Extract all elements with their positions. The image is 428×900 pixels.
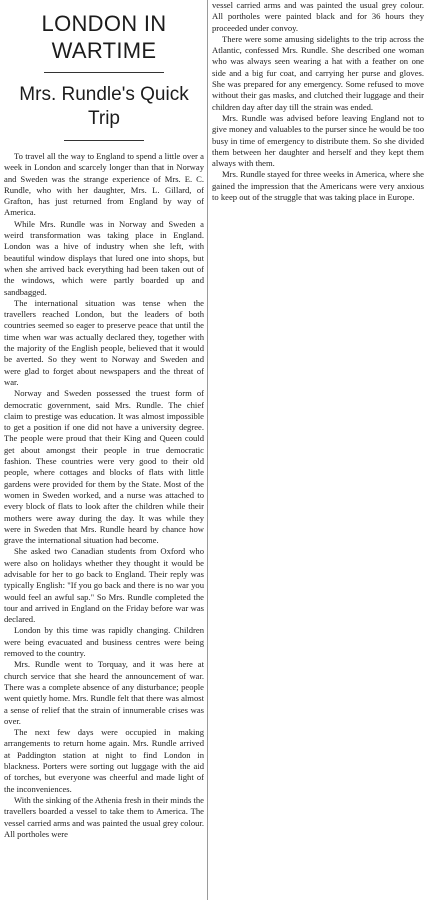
paragraph: London by this time was rapidly changing. Children were being evacuated and business centres were being removed to the country. <box>4 625 204 659</box>
paragraph: There were some amusing sidelights to the trip across the Atlantic, confessed Mrs. Rundle. She described one woman who was always seen wearing a hat with a feather on one side and a big fur coat, and carrying her purse and gloves. She was prepared for any emergency. Some refused to move without their gas masks, and clutched their luggage and their children day after day till the strain was ended. <box>212 33 424 112</box>
paragraph: To travel all the way to England to spend a little over a week in London and scarcely longer than that in Norway and Sweden was the strange experience of Mrs. E. C. Rundle, who with her daughter, Mrs. L. Gillard, of Grafton, has just returned from England by way of America. <box>4 151 204 218</box>
paragraph: The international situation was tense when the travellers reached London, but the leaders of both countries seemed so eager to preserve peace that until the time when war was actually declared they, together with the majority of the English people, believed that it would be averted. So they went to Norway and Sweden and were glad to forget about newspapers and the threat of war. <box>4 297 204 387</box>
paragraph: vessel carried arms and was painted the usual grey colour. All portholes were painted black and for 36 hours they proceeded under convoy. <box>212 0 424 33</box>
headline-line-1: LONDON IN <box>41 11 167 36</box>
headline-line-2: WARTIME <box>51 38 157 63</box>
headline-rule <box>44 72 164 73</box>
subheading: Mrs. Rundle's Quick Trip <box>19 84 189 129</box>
subheading-rule <box>64 140 144 141</box>
paragraph: While Mrs. Rundle was in Norway and Sweden a weird transformation was taking place in England. London was a hive of industry when she left, with beautiful window displays that lured one into shops, but when she arrived back everything had been taken out of the windows, which were partly boarded up and sandbagged. <box>4 218 204 297</box>
headline <box>4 10 204 64</box>
paragraph: She asked two Canadian students from Oxford who were also on holidays whether they thought it would be advisable for her to go back to England. Their reply was typically English: "If you go back and there is no war you would feel an awful sap." So Mrs. Rundle completed the tour and arrived in England on the Friday before war was declared. <box>4 546 204 625</box>
paragraph: The next few days were occupied in making arrangements to return home again. Mrs. Rundle arrived at Paddington station at night to find London in blackness. Porters were sorting out luggage with the aid of torches, but everyone was cheerful and made light of the inconveniences. <box>4 727 204 794</box>
right-column <box>212 0 424 248</box>
left-column <box>4 0 204 900</box>
paragraph: With the sinking of the Athenia fresh in their minds the travellers boarded a vessel to take them to America. The vessel carried arms and was painted the usual grey colour. All portholes were <box>4 794 204 839</box>
paragraph: Norway and Sweden possessed the truest form of democratic government, said Mrs. Rundle. The chief claim to prestige was education. It was almost impossible to get a position if one did not have a university degree. The people were proud that their King and Queen could get about amongst their people in true democratic fashion. These countries were very good to their old people, where cottages and blocks of flats with little gardens were provided for them by the State. Most of the women in Sweden worked, and a nurse was attached to every block of flats to look after the children while their mothers were away during the day. It was while they were in Sweden that Mrs. Rundle heard by chance how grave the international situation had become. <box>4 388 204 546</box>
paragraph: Mrs. Rundle stayed for three weeks in America, where she gained the impression that the Americans were very anxious to keep out of the struggle that was taking place in Europe. <box>212 169 424 203</box>
column-divider <box>207 0 208 900</box>
paragraph: Mrs. Rundle was advised before leaving England not to give money and valuables to the purser since he would be too busy in time of emergency to distribute them. So she divided them between her daughter and herself and they kept them always with them. <box>212 112 424 169</box>
paragraph: Mrs. Rundle went to Torquay, and it was here at church service that she heard the announcement of war. There was a complete absence of any disturbance; people went quietly home. Mrs. Rundle felt that there was almost a sense of relief that the strain of innumerable crises was over. <box>4 659 204 726</box>
